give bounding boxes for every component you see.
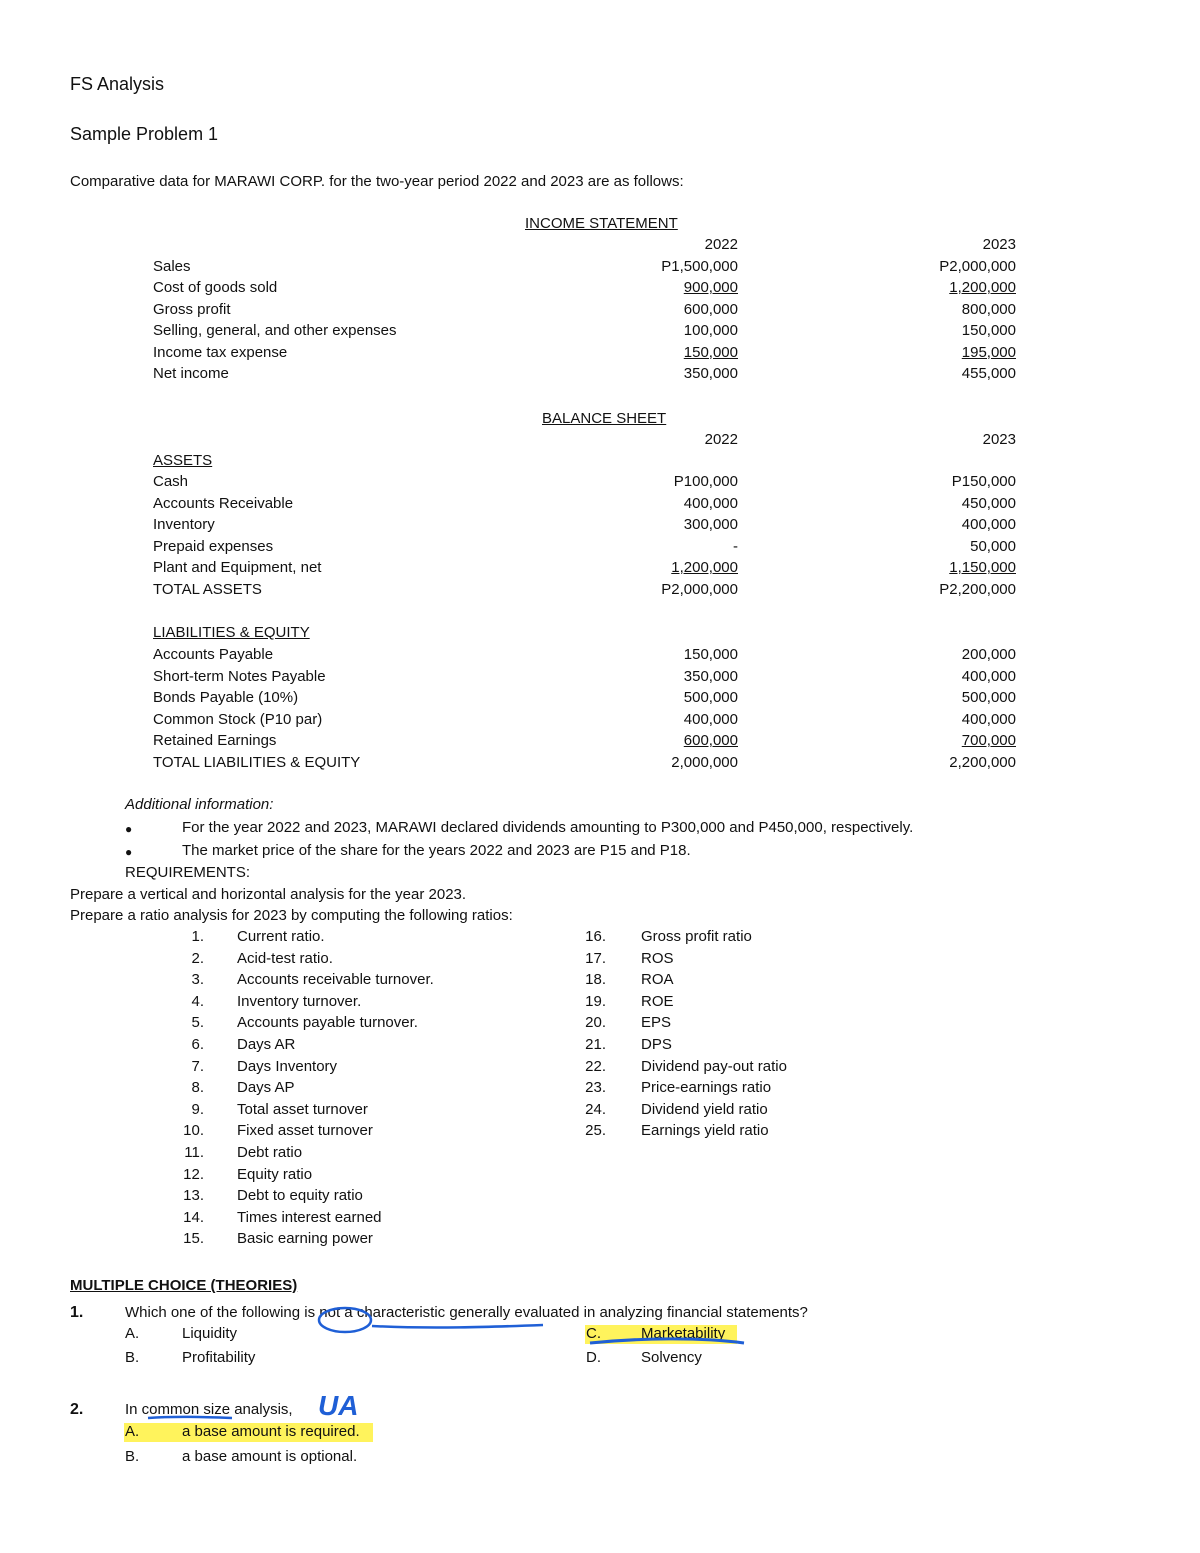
requirement-line-1: Prepare a vertical and horizontal analysis for the year 2023.: [70, 886, 467, 903]
q2-option-a: a base amount is required.: [182, 1423, 360, 1440]
value-2022: 350,000: [683, 667, 738, 685]
value-2022: 150,000: [683, 646, 738, 663]
ratio-item: Acid-test ratio.: [237, 949, 333, 967]
value-2022: 500,000: [683, 689, 738, 707]
intro-text: Comparative data for MARAWI CORP. for the two-year period 2022 and 2023 are as follows:: [70, 173, 684, 190]
ratio-number: 2.: [191, 949, 204, 967]
ratio-number: 11.: [184, 1144, 204, 1161]
q1-circled-phrase: is not: [304, 1304, 341, 1321]
ratio-item: Basic earning power: [237, 1230, 373, 1248]
requirements-heading: REQUIREMENTS:: [125, 864, 251, 881]
value-2022: 150,000: [683, 343, 738, 361]
value-2022: 600,000: [683, 732, 738, 750]
q1-option-b-letter: B.: [125, 1349, 140, 1366]
ratio-item: Gross profit ratio: [641, 928, 752, 945]
row-label: Selling, general, and other expenses: [153, 322, 397, 340]
requirement-line-2: Prepare a ratio analysis for 2023 by computing the following ratios:: [70, 907, 513, 924]
ratio-number: 9.: [191, 1100, 204, 1118]
value-2022: 300,000: [683, 516, 738, 534]
is-year-2023: 2023: [982, 236, 1016, 253]
ratio-number: 17.: [585, 949, 606, 967]
value-2023: 800,000: [961, 300, 1016, 318]
value-2023: 195,000: [961, 343, 1016, 361]
value-2023: 400,000: [961, 516, 1016, 534]
q2-text: In common size analysis,: [125, 1401, 293, 1418]
row-label: Prepaid expenses: [153, 537, 274, 555]
ratio-number: 13.: [183, 1187, 204, 1205]
ratio-number: 8.: [191, 1079, 204, 1097]
value-2022: 400,000: [683, 494, 738, 512]
ratio-item: Fixed asset turnover: [237, 1122, 373, 1140]
ratio-item: Days Inventory: [237, 1057, 338, 1075]
additional-bullet-2: The market price of the share for the years 2022 and 2023 are P15 and P18.: [182, 842, 691, 859]
ratio-number: 23.: [585, 1079, 606, 1097]
value-2023: P2,000,000: [939, 258, 1016, 275]
additional-bullet-1: For the year 2022 and 2023, MARAWI declared dividends amounting to P300,000 and P450,000, respectively.: [182, 819, 914, 836]
value-2023: 2,200,000: [949, 754, 1016, 771]
ratio-number: 19.: [585, 992, 606, 1010]
ratio-item: EPS: [641, 1014, 672, 1032]
ratio-number: 6.: [191, 1036, 204, 1053]
value-2022: 600,000: [683, 300, 738, 318]
row-label: Cash: [153, 473, 189, 490]
value-2023: P2,200,000: [939, 581, 1016, 598]
ratio-number: 10.: [183, 1122, 204, 1140]
value-2023: 1,200,000: [949, 279, 1016, 297]
ratio-item: Price-earnings ratio: [641, 1079, 772, 1097]
row-label: Plant and Equipment, net: [153, 559, 322, 577]
ratio-item: ROA: [641, 971, 674, 989]
value-2023: 450,000: [961, 494, 1016, 512]
value-2022: P2,000,000: [661, 581, 738, 598]
value-2022: P1,500,000: [661, 258, 738, 275]
value-2022: 100,000: [683, 322, 738, 340]
row-label: Bonds Payable (10%): [153, 689, 299, 707]
row-label: TOTAL LIABILITIES & EQUITY: [153, 754, 361, 771]
ratio-item: Inventory turnover.: [237, 992, 362, 1010]
ratio-item: Equity ratio: [237, 1165, 313, 1183]
row-label: Gross profit: [153, 300, 231, 318]
ratio-number: 12.: [183, 1165, 204, 1183]
row-label: Inventory: [153, 516, 215, 534]
liabilities-heading: LIABILITIES & EQUITY: [153, 624, 310, 641]
ratio-number: 14.: [183, 1208, 204, 1226]
value-2023: 1,150,000: [949, 559, 1016, 577]
row-label: Sales: [153, 258, 191, 275]
ratio-number: 5.: [191, 1014, 204, 1032]
ratio-item: Dividend pay-out ratio: [641, 1057, 787, 1075]
q2-option-a-letter: A.: [125, 1423, 140, 1440]
row-label: Short-term Notes Payable: [153, 667, 326, 685]
q2-option-b: a base amount is optional.: [182, 1448, 358, 1465]
ratio-item: Total asset turnover: [237, 1100, 368, 1118]
bs-year-2023: 2023: [982, 431, 1016, 448]
ratio-item: ROE: [641, 992, 674, 1010]
bs-year-2022: 2022: [704, 431, 738, 448]
row-label: Common Stock (P10 par): [153, 710, 323, 728]
ratio-number: 18.: [585, 971, 606, 989]
ratio-number: 1.: [191, 928, 204, 945]
value-2023: 200,000: [961, 646, 1016, 663]
q2-number: 2.: [70, 1401, 84, 1418]
ratio-item: ROS: [641, 949, 674, 967]
value-2023: 150,000: [961, 322, 1016, 340]
ratio-number: 25.: [585, 1122, 606, 1140]
ratio-item: Accounts receivable turnover.: [237, 971, 434, 989]
is-year-2022: 2022: [704, 236, 738, 253]
value-2023: 455,000: [961, 365, 1016, 382]
handwritten-annotation: UA: [318, 1390, 359, 1421]
additional-info-heading: Additional information:: [125, 796, 274, 813]
ratio-number: 15.: [183, 1230, 204, 1248]
ratio-item: Earnings yield ratio: [641, 1122, 769, 1140]
ratio-number: 22.: [585, 1057, 606, 1075]
page-title: FS Analysis: [70, 74, 165, 94]
ratio-item: DPS: [641, 1036, 672, 1053]
q1-option-b: Profitability: [182, 1349, 256, 1366]
ratio-number: 7.: [191, 1057, 204, 1075]
value-2022: -: [733, 537, 738, 555]
q1-option-c-letter: C.: [586, 1325, 601, 1342]
value-2022: 400,000: [683, 710, 738, 728]
value-2022: 900,000: [683, 279, 738, 297]
balance-sheet-heading: BALANCE SHEET: [542, 410, 667, 427]
q1-number: 1.: [70, 1304, 84, 1321]
ratio-item: Accounts payable turnover.: [237, 1014, 418, 1032]
value-2022: 350,000: [683, 365, 738, 382]
q1-option-a: Liquidity: [182, 1325, 238, 1342]
value-2023: 50,000: [970, 537, 1016, 555]
row-label: Accounts Receivable: [153, 494, 294, 512]
value-2023: 500,000: [961, 689, 1016, 707]
q1-option-d: Solvency: [641, 1349, 702, 1366]
q1-option-a-letter: A.: [125, 1325, 140, 1342]
ratio-number: 21.: [585, 1036, 606, 1053]
ratio-item: Dividend yield ratio: [641, 1100, 768, 1118]
page-subtitle: Sample Problem 1: [70, 124, 219, 144]
ratio-number: 20.: [585, 1014, 606, 1032]
row-label: TOTAL ASSETS: [153, 581, 262, 598]
ratio-number: 16.: [585, 928, 606, 945]
value-2022: 2,000,000: [671, 754, 738, 771]
value-2022: 1,200,000: [671, 559, 738, 577]
q1-text: Which one of the following is not a characteristic generally evaluated in analyzing financial statements?: [125, 1304, 808, 1321]
bullet-icon: ●: [125, 845, 133, 859]
bullet-icon: ●: [125, 822, 133, 836]
ratio-number: 24.: [585, 1100, 606, 1118]
ratio-number: 4.: [191, 992, 204, 1010]
q1-option-d-letter: D.: [586, 1349, 601, 1366]
mc-heading: MULTIPLE CHOICE (THEORIES): [70, 1277, 298, 1294]
ratio-item: Times interest earned: [237, 1208, 382, 1226]
ratio-item: Debt to equity ratio: [237, 1187, 363, 1205]
assets-heading: ASSETS: [153, 452, 213, 469]
row-label: Cost of goods sold: [153, 279, 278, 297]
value-2023: 400,000: [961, 710, 1016, 728]
q1-option-c: Marketability: [641, 1325, 726, 1342]
ratio-item: Debt ratio: [237, 1144, 303, 1161]
row-label: Net income: [153, 365, 229, 382]
q2-option-b-letter: B.: [125, 1448, 140, 1465]
row-label: Retained Earnings: [153, 732, 277, 750]
value-2022: P100,000: [673, 473, 738, 490]
ratio-item: Days AR: [237, 1036, 296, 1053]
row-label: Accounts Payable: [153, 646, 274, 663]
income-statement-heading: INCOME STATEMENT: [525, 215, 678, 232]
value-2023: P150,000: [951, 473, 1016, 490]
value-2023: 700,000: [961, 732, 1016, 750]
underline-mark-icon: [372, 1325, 543, 1328]
ratio-item: Current ratio.: [237, 928, 325, 945]
value-2023: 400,000: [961, 667, 1016, 685]
row-label: Income tax expense: [153, 343, 288, 361]
ratio-item: Days AP: [237, 1079, 295, 1097]
ratio-number: 3.: [191, 971, 204, 989]
